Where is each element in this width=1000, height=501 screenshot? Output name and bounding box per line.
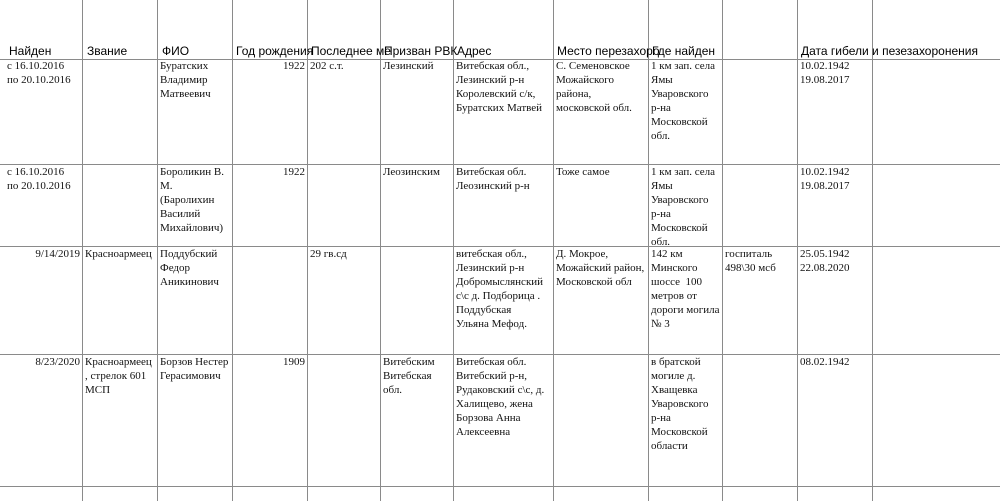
cell-drafted	[381, 247, 453, 353]
cell-dates: 08.02.1942	[800, 356, 850, 368]
cell-birth-year: 1922	[283, 60, 305, 72]
header-death-reburial-date: Дата гибели и пезезахоронения	[801, 44, 978, 58]
header-drafted: Призван РВК	[384, 44, 458, 58]
cell-birth-year	[233, 247, 307, 353]
cell-found: 8/23/2020	[35, 356, 80, 368]
cell-dates: 10.02.1942 19.08.2017	[800, 166, 850, 192]
header-birth-year: Год рождения	[236, 44, 314, 58]
cell-where-found: 1 км зап. села Ямы Уваровского р-на Московской обл.	[651, 60, 716, 142]
cell-address: Витебская обл. Витебский р-н, Рудаковский с\с, д. Халищево, жена Борзова Анна Алексеевна	[456, 356, 545, 438]
cell-fio: Поддубский Федор Аникинович	[160, 248, 219, 288]
cell-where-found: 1 км зап. села Ямы Уваровского р-на Московской обл.	[651, 166, 716, 248]
cell-birth-year: 1922	[283, 166, 305, 178]
cell-extra: госпиталь 498\30 мсб	[725, 248, 776, 274]
cell-address: витебская обл., Лезинский р-н Добромыслянский с\с д. Подборица . Поддубская Ульяна Мефод.	[456, 248, 544, 330]
cell-fio: Борзов Нестер Герасимович	[160, 356, 229, 382]
header-rank: Звание	[87, 44, 128, 58]
header-where-found: Где найден	[652, 44, 716, 58]
cell-dates: 25.05.1942 22.08.2020	[800, 248, 850, 274]
cell-extra	[723, 165, 797, 245]
header-extra	[724, 44, 798, 58]
header-reburial-place: Место перезахоро	[557, 44, 660, 58]
cell-fio: Буратских Владимир Матвеевич	[160, 60, 211, 100]
cell-last-unit: 202 с.т.	[310, 60, 344, 72]
cell-found: с 16.10.2016 по 20.10.2016	[7, 166, 71, 192]
cell-drafted: Лезинский	[383, 60, 434, 72]
cell-where-found: в братской могиле д. Хващевка Уваровского р-на Московской области	[651, 356, 709, 452]
header-found: Найден	[9, 44, 52, 58]
grid-line	[0, 486, 1000, 487]
cell-last-unit	[308, 165, 380, 245]
cell-address: Витебская обл. Леозинский р-н	[456, 166, 530, 192]
cell-rank	[83, 59, 157, 163]
cell-extra	[723, 59, 797, 163]
cell-rank: Красноармеец	[85, 248, 152, 260]
cell-extra	[723, 355, 797, 485]
cell-fio: Бороликин В. М. (Баролихин Василий Михайлович)	[160, 166, 225, 234]
cell-rank	[83, 165, 157, 245]
header-fio: ФИО	[162, 44, 190, 58]
header-last-unit: Последнее ме	[311, 44, 391, 58]
cell-drafted: Леозинским	[383, 166, 440, 178]
cell-where-found: 142 км Минского шоссе 100 метров от дороги могила № 3	[651, 248, 720, 330]
cell-dates: 10.02.1942 19.08.2017	[800, 60, 850, 86]
cell-rank: Красноармеец , стрелок 601 МСП	[85, 356, 152, 396]
cell-drafted: Витебским Витебская обл.	[383, 356, 435, 396]
cell-found: с 16.10.2016 по 20.10.2016	[7, 60, 71, 86]
cell-reburial-place: Тоже самое	[556, 166, 610, 178]
cell-last-unit: 29 гв.сд	[310, 248, 347, 260]
cell-address: Витебская обл., Лезинский р-н Королевский с/к, Буратских Матвей	[456, 60, 543, 114]
cell-reburial-place: С. Семеновское Можайского района, московской обл.	[556, 60, 632, 114]
cell-found: 9/14/2019	[35, 248, 80, 260]
cell-last-unit	[308, 355, 380, 485]
cell-reburial-place	[554, 355, 648, 485]
header-address: Адрес	[457, 44, 492, 58]
grid-line	[872, 0, 873, 501]
cell-birth-year: 1909	[283, 356, 305, 368]
cell-reburial-place: Д. Мокрое, Можайский район, Московской обл	[556, 248, 645, 288]
